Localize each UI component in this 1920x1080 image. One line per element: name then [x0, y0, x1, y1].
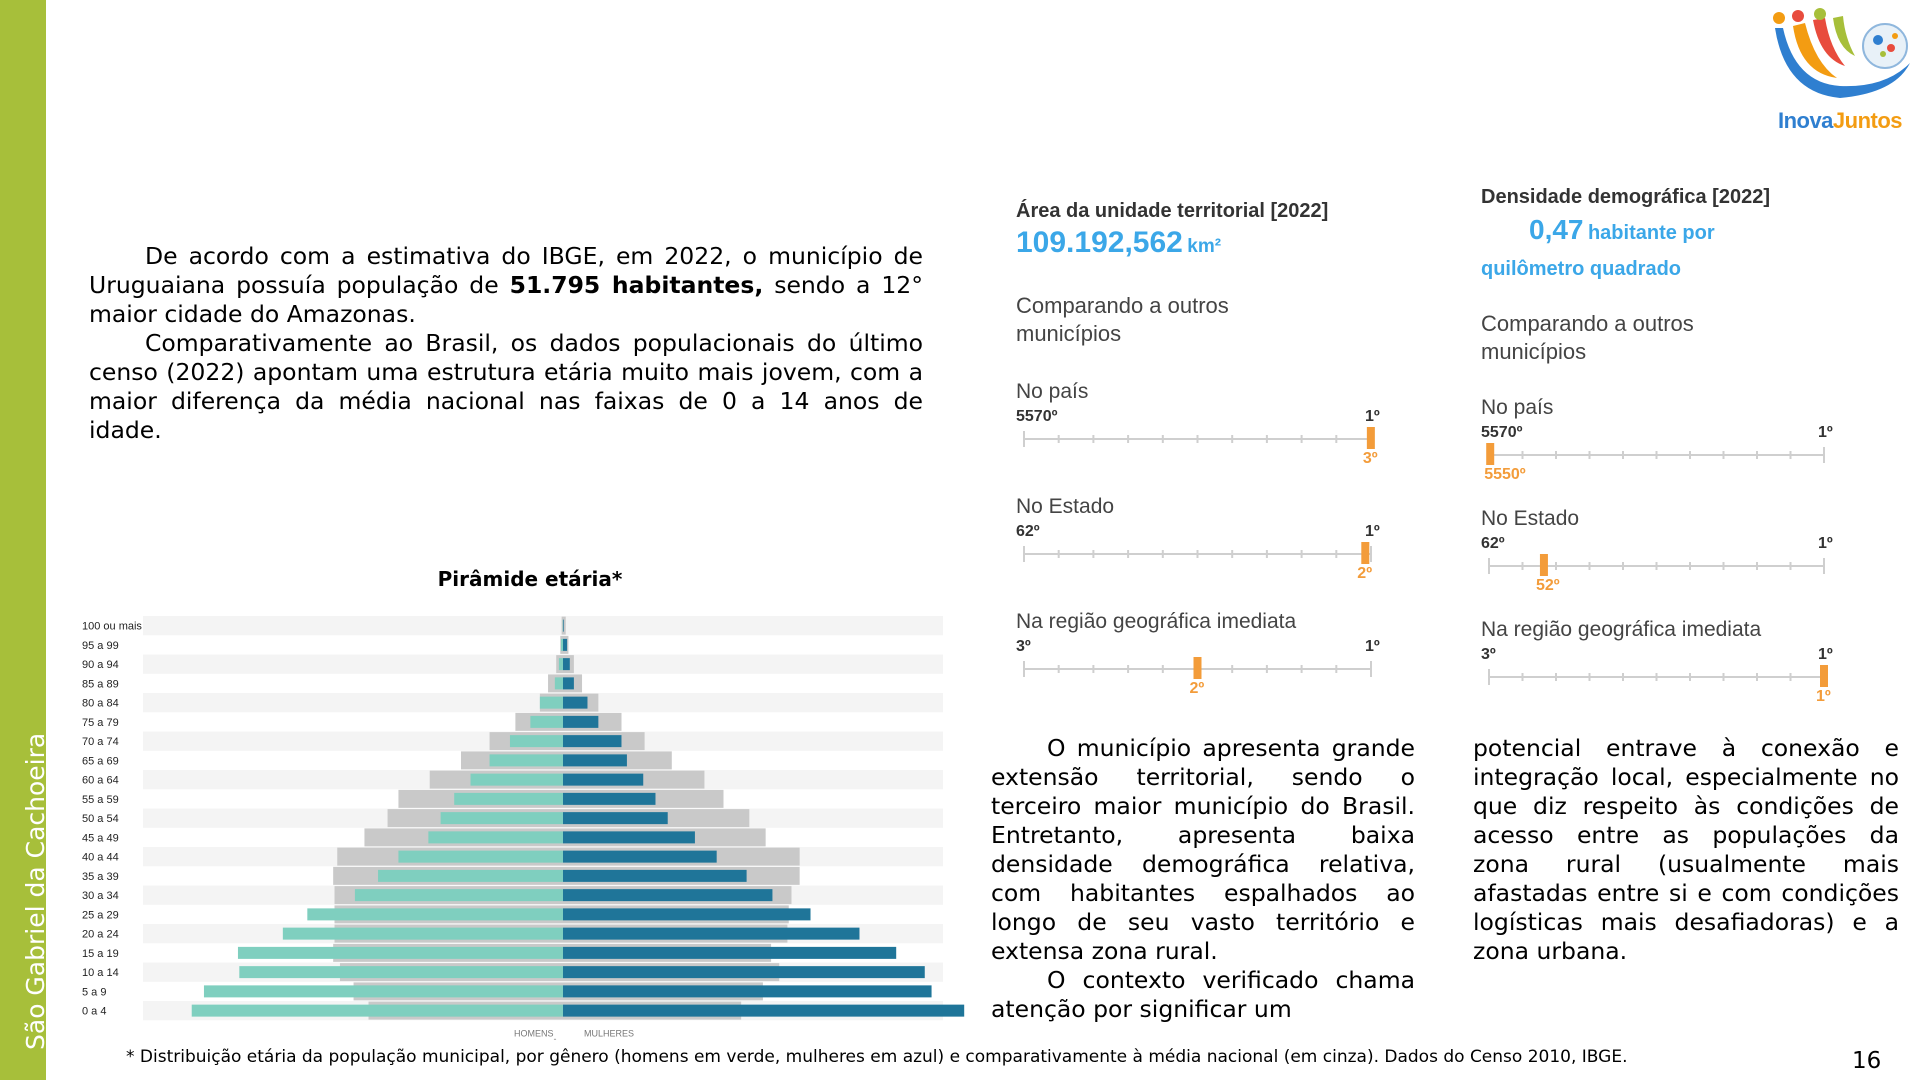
legend-homens: HOMENS	[514, 1028, 554, 1039]
women-bar	[563, 677, 574, 689]
men-bar	[561, 639, 563, 651]
logo-emblem-icon	[1765, 8, 1915, 108]
scale-max-label: 1º	[1818, 424, 1833, 441]
women-bar	[563, 774, 643, 786]
rank-value: 2º	[1189, 680, 1205, 697]
women-bar	[563, 966, 925, 978]
footnote: * Distribuição etária da população municipal, por gênero (homens em verde, mulheres em azul) e comparativamente à média nacional (em cinza). Dados do Censo 2010, IBGE.	[126, 1047, 1628, 1067]
age-tick-label: 90 a 94	[82, 659, 119, 672]
rank-scale	[1016, 380, 1396, 490]
col1-paragraph-2: O contexto verificado chama atenção por significar um	[991, 966, 1415, 1023]
legend-mulheres: MULHERES	[584, 1028, 635, 1039]
area-panel	[1016, 198, 1386, 718]
men-bar	[555, 677, 563, 689]
age-tick-label: 10 a 14	[82, 967, 119, 980]
men-bar	[530, 716, 563, 728]
scale-max-label: 1º	[1818, 646, 1833, 663]
age-tick-label: 55 a 59	[82, 793, 119, 806]
men-bar	[238, 947, 563, 959]
age-tick-label: 95 a 99	[82, 639, 119, 652]
age-tick-label: 100 ou mais	[82, 620, 142, 633]
age-tick-label: 35 a 39	[82, 870, 119, 883]
scale-label: Na região geográfica imediata	[1016, 610, 1297, 633]
women-bar	[563, 697, 587, 709]
men-bar	[510, 735, 563, 747]
scale-max-label: 1º	[1365, 523, 1380, 540]
inova-juntos-logo	[1765, 8, 1915, 138]
page-number: 16	[1852, 1048, 1882, 1074]
rank-scale	[1481, 396, 1861, 506]
age-tick-label: 50 a 54	[82, 813, 119, 826]
women-bar	[563, 928, 859, 940]
rank-marker	[1486, 443, 1494, 465]
scale-max-label: 1º	[1818, 535, 1833, 552]
scale-min-label: 3º	[1016, 638, 1031, 655]
women-bar	[563, 947, 896, 959]
sidebar-title: São Gabriel da Cachoeira	[21, 732, 50, 1050]
rank-marker	[1367, 427, 1375, 449]
women-bar	[563, 716, 598, 728]
scale-min-label: 62º	[1481, 535, 1505, 552]
men-bar	[239, 966, 563, 978]
scale-track	[1481, 662, 1861, 702]
women-bar	[563, 870, 747, 882]
men-bar	[540, 697, 563, 709]
men-bar	[398, 851, 563, 863]
intro-paragraph-1: De acordo com a estimativa do IBGE, em 2022, o município de Uruguaiana possuía população de 51.795 habitantes, sendo a 12° maior cidade do Amazonas.	[89, 242, 923, 328]
scale-track	[1016, 654, 1396, 694]
age-pyramid-chart	[78, 608, 968, 1040]
rank-value: 52º	[1535, 577, 1560, 594]
men-bar	[441, 812, 563, 824]
age-tick-label: 70 a 74	[82, 736, 119, 749]
rank-value: 1º	[1816, 688, 1831, 705]
women-bar	[563, 793, 655, 805]
rank-value: 3º	[1362, 450, 1378, 467]
age-tick-label: 75 a 79	[82, 716, 119, 729]
rank-value: 2º	[1357, 565, 1373, 582]
men-bar	[471, 774, 563, 786]
men-bar	[559, 658, 563, 670]
area-compare-label: Comparando a outros municípios	[1016, 293, 1229, 346]
col2-paragraph-1: potencial entrave à conexão e integração local, especialmente no que diz respeito às condições de acesso entre as populações da zona rural (usualmente mais afastadas entre si e com condições logísticas mais desafiadoras) e a zona urbana.	[1473, 734, 1899, 965]
age-tick-label: 0 a 4	[82, 1005, 107, 1018]
text-column-2	[1473, 734, 1899, 966]
scale-max-label: 1º	[1365, 408, 1380, 425]
area-value: 109.192,562 km²	[1016, 226, 1222, 259]
logo-wordmark: InovaJuntos	[1777, 108, 1903, 133]
women-bar	[563, 658, 570, 670]
men-bar	[454, 793, 563, 805]
women-bar	[563, 735, 621, 747]
legend-brasil-marker-icon	[549, 1038, 561, 1040]
density-compare-label: Comparando a outros municípios	[1481, 311, 1694, 364]
women-bar	[563, 831, 695, 843]
age-tick-label: 40 a 44	[82, 851, 119, 864]
scale-track	[1016, 539, 1396, 579]
age-tick-label: 5 a 9	[82, 986, 107, 999]
men-bar	[307, 908, 563, 920]
scale-track	[1016, 424, 1396, 464]
women-bar	[563, 908, 811, 920]
men-bar	[204, 985, 563, 997]
col1-paragraph-1: O município apresenta grande extensão territorial, sendo o terceiro maior município do Brasil. Entretanto, apresenta baixa densidade demográfica relativa, com habitantes espalhados ao longo de seu vasto território e extensa zona rural.	[991, 734, 1415, 965]
age-tick-label: 45 a 49	[82, 832, 119, 845]
density-value: 0,47 habitante por	[1529, 214, 1715, 245]
rank-scale	[1016, 495, 1396, 605]
rank-marker	[1540, 554, 1548, 576]
row-band	[143, 616, 943, 635]
age-tick-label: 85 a 89	[82, 678, 119, 691]
scale-label: No país	[1016, 380, 1089, 403]
density-title: Densidade demográfica [2022]	[1481, 186, 1770, 208]
age-tick-label: 30 a 34	[82, 890, 119, 903]
chart-title: Pirâmide etária*	[437, 567, 623, 591]
text-column-1	[991, 734, 1415, 1024]
rank-marker	[1194, 657, 1202, 679]
rank-scale	[1016, 610, 1396, 720]
women-bar	[563, 889, 772, 901]
scale-min-label: 62º	[1016, 523, 1040, 540]
men-bar	[355, 889, 563, 901]
age-tick-label: 25 a 29	[82, 909, 119, 922]
age-tick-label: 80 a 84	[82, 697, 119, 710]
rank-scale	[1481, 507, 1861, 617]
scale-label: No país	[1481, 396, 1554, 419]
rank-scale	[1481, 618, 1861, 728]
men-bar	[192, 1005, 563, 1017]
row-band	[143, 655, 943, 674]
scale-label: No Estado	[1016, 495, 1115, 518]
women-bar	[563, 851, 717, 863]
intro-paragraph-2: Comparativamente ao Brasil, os dados populacionais do último censo (2022) apontam uma estrutura etária muito mais jovem, com a maior diferença da média nacional nas faixas de 0 a 14 anos de idade.	[89, 329, 923, 444]
age-tick-label: 15 a 19	[82, 947, 119, 960]
women-bar	[563, 985, 932, 997]
sidebar	[0, 0, 50, 1080]
men-bar	[428, 831, 563, 843]
men-bar	[378, 870, 563, 882]
scale-max-label: 1º	[1365, 638, 1380, 655]
rank-marker	[1820, 665, 1828, 687]
age-tick-label: 60 a 64	[82, 774, 119, 787]
rank-value: 5550º	[1484, 466, 1526, 483]
women-bar	[563, 639, 567, 651]
density-unit-line2: quilômetro quadrado	[1481, 258, 1681, 280]
scale-min-label: 3º	[1481, 646, 1496, 663]
age-tick-label: 20 a 24	[82, 928, 119, 941]
scale-label: No Estado	[1481, 507, 1580, 530]
scale-track	[1481, 440, 1861, 480]
men-bar	[283, 928, 563, 940]
scale-label: Na região geográfica imediata	[1481, 618, 1762, 641]
density-panel	[1481, 184, 1851, 724]
men-bar	[490, 754, 563, 766]
scale-min-label: 5570º	[1016, 408, 1058, 425]
age-tick-label: 65 a 69	[82, 755, 119, 768]
rank-marker	[1361, 542, 1369, 564]
women-bar	[563, 620, 564, 632]
women-bar	[563, 1005, 964, 1017]
area-title: Área da unidade territorial [2022]	[1016, 200, 1329, 222]
scale-min-label: 5570º	[1481, 424, 1523, 441]
women-bar	[563, 754, 627, 766]
intro-text	[89, 242, 923, 445]
women-bar	[563, 812, 668, 824]
